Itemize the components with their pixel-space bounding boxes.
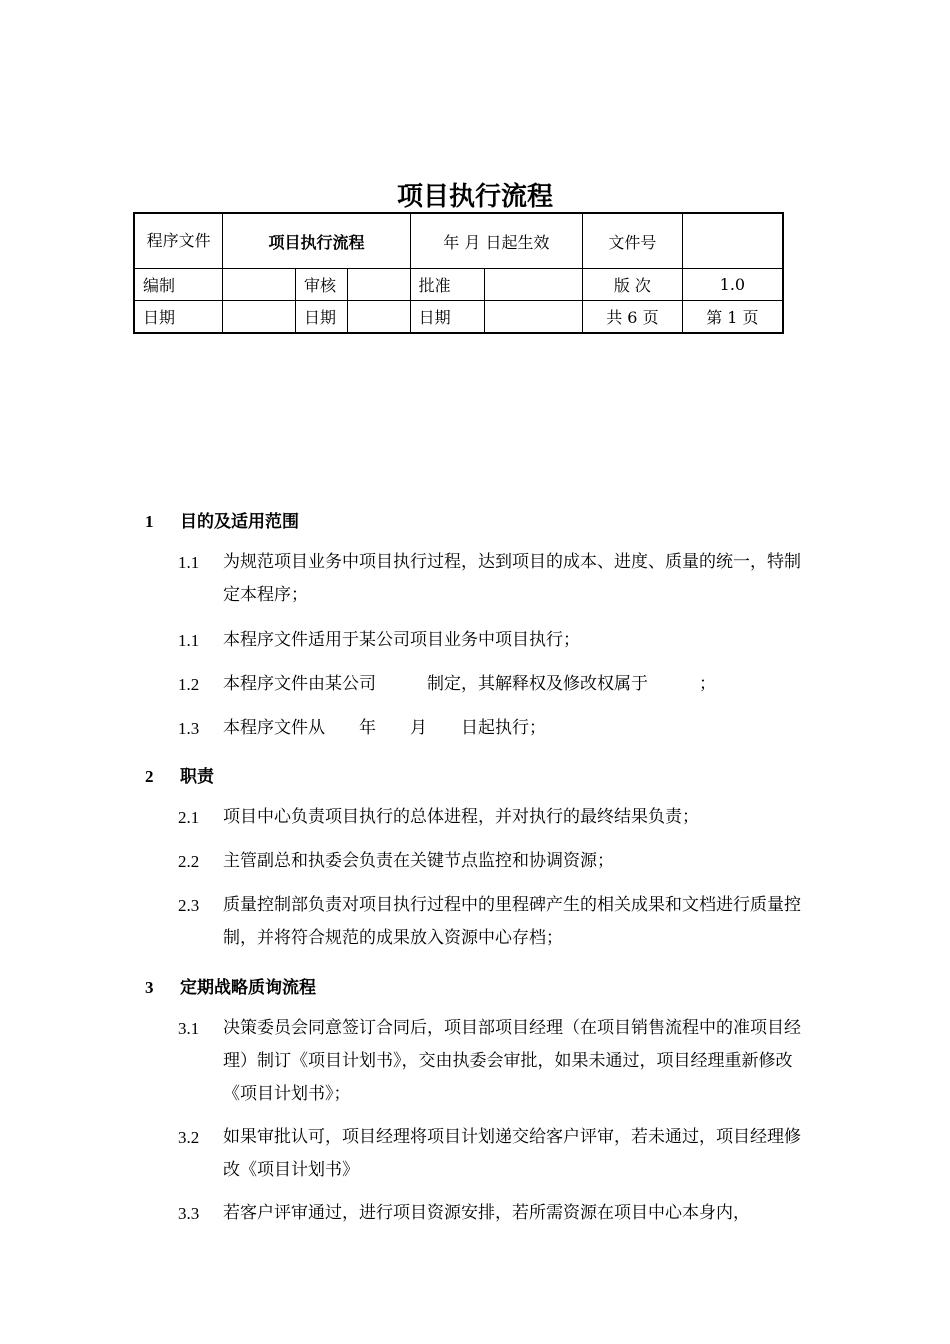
version-label: 版 次: [583, 269, 683, 301]
item-text: 为规范项目业务中项目执行过程，达到项目的成本、进度、质量的统一，特制定本程序；: [223, 552, 801, 605]
procedure-doc-label: 程序文件: [134, 213, 223, 269]
list-item: [178, 624, 808, 657]
section-number: 2: [145, 767, 154, 786]
item-text: 质量控制部负责对项目执行过程中的里程碑产生的相关成果和文档进行质量控制，并将符合规范的成果放入资源中心存档；: [223, 895, 801, 948]
date-label-2: 日期: [295, 301, 347, 334]
page-number: 第 1 页: [682, 301, 783, 334]
procedure-name: 项目执行流程: [223, 213, 410, 269]
item-number: 3.1: [178, 1019, 200, 1038]
total-pages: 共 6 页: [583, 301, 683, 334]
item-text: 若客户评审通过，进行项目资源安排，若所需资源在项目中心本身内，: [223, 1203, 750, 1223]
date-value-3: [485, 301, 583, 334]
section-heading: [145, 973, 316, 998]
list-item: [178, 1121, 808, 1187]
list-item: [178, 1197, 808, 1230]
item-number: 1.3: [178, 719, 200, 738]
item-number: 1.2: [178, 675, 200, 694]
document-title: 项目执行流程: [396, 182, 553, 212]
list-item: [178, 1012, 808, 1111]
item-number: 2.1: [178, 808, 200, 827]
file-number-value: [682, 213, 783, 269]
list-item: [178, 845, 808, 878]
section-number: 3: [145, 978, 154, 997]
item-text: 本程序文件从 年 月 日起执行；: [223, 718, 546, 738]
reviewed-by-label: 审核: [295, 269, 347, 301]
section-title: 职责: [180, 767, 214, 787]
effective-date: 年 月 日起生效: [410, 213, 582, 269]
item-number: 1.1: [178, 553, 200, 572]
prepared-by-label: 编制: [134, 269, 223, 301]
section-number: 1: [145, 512, 154, 531]
item-text: 本程序文件由某公司 制定，其解释权及修改权属于 ；: [223, 674, 716, 694]
section-title: 定期战略质询流程: [180, 978, 316, 998]
file-number-label: 文件号: [583, 213, 683, 269]
item-text: 本程序文件适用于某公司项目业务中项目执行；: [223, 630, 580, 650]
document-header-table: [133, 212, 784, 334]
date-value-1: [223, 301, 296, 334]
list-item: [178, 668, 808, 701]
list-item: [178, 712, 808, 745]
date-label-1: 日期: [134, 301, 223, 334]
item-number: 2.2: [178, 852, 200, 871]
item-number: 2.3: [178, 896, 200, 915]
list-item: [178, 546, 808, 612]
item-text: 如果审批认可，项目经理将项目计划递交给客户评审，若未通过，项目经理修改《项目计划书》: [223, 1127, 801, 1180]
section-heading: [145, 507, 299, 532]
item-text: 决策委员会同意签订合同后，项目部项目经理（在项目销售流程中的准项目经理）制订《项目计划书》，交由执委会审批，如果未通过，项目经理重新修改《项目计划书》；: [223, 1018, 801, 1104]
section-title: 目的及适用范围: [180, 512, 299, 532]
reviewed-by-value: [347, 269, 410, 301]
list-item: [178, 889, 808, 955]
item-number: 3.3: [178, 1204, 200, 1223]
item-number: 1.1: [178, 631, 200, 650]
section-heading: [145, 762, 214, 787]
approved-by-value: [485, 269, 583, 301]
item-number: 3.2: [178, 1128, 200, 1147]
date-label-3: 日期: [410, 301, 485, 334]
list-item: [178, 801, 808, 834]
date-value-2: [347, 301, 410, 334]
item-text: 项目中心负责项目执行的总体进程，并对执行的最终结果负责；: [223, 807, 699, 827]
item-text: 主管副总和执委会负责在关键节点监控和协调资源；: [223, 851, 614, 871]
version-value: 1.0: [682, 269, 783, 301]
approved-by-label: 批准: [410, 269, 485, 301]
prepared-by-value: [223, 269, 296, 301]
